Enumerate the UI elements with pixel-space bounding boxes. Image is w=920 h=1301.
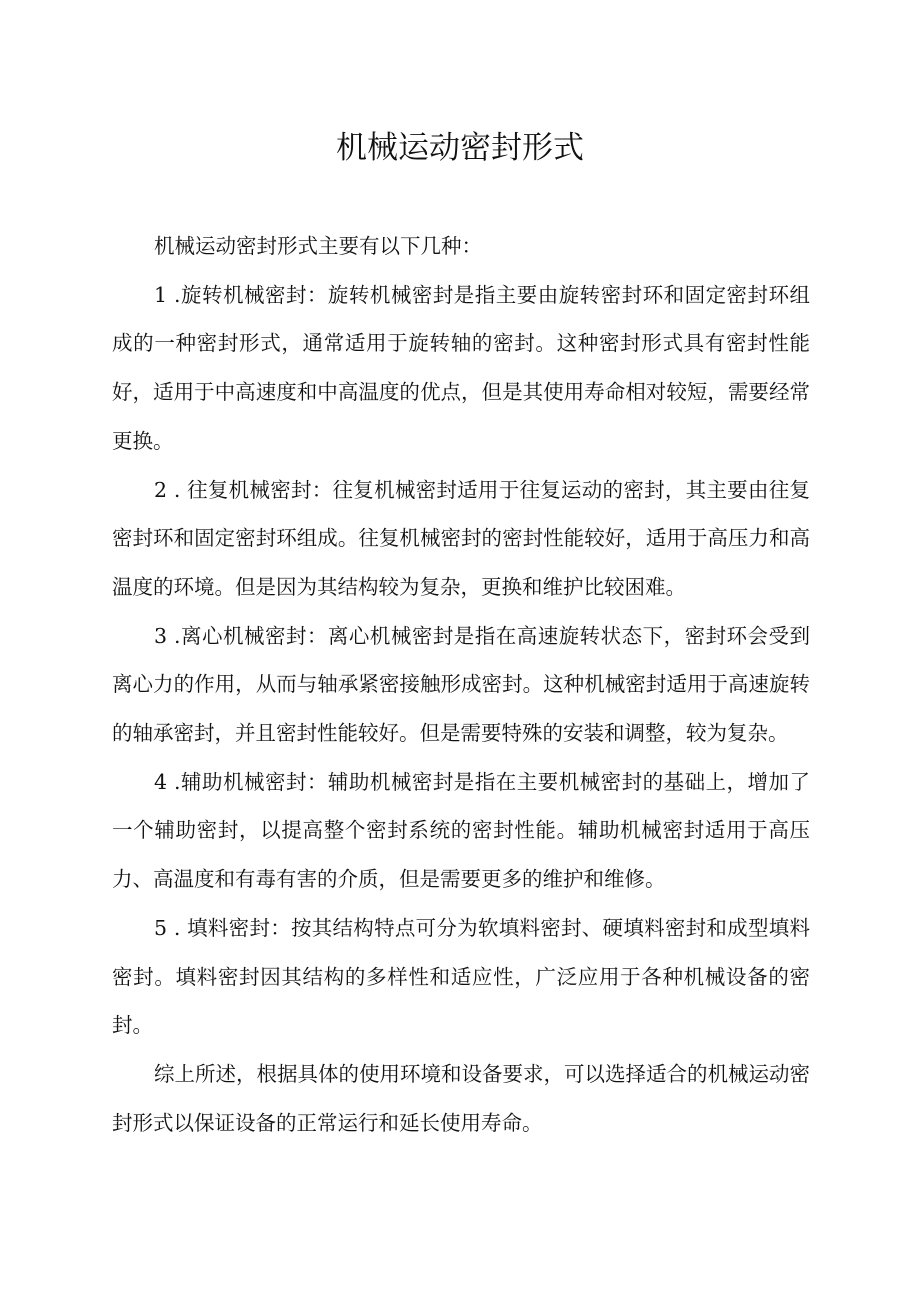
paragraph-rotary-seal: 1 .旋转机械密封：旋转机械密封是指主要由旋转密封环和固定密封环组成的一种密封形式，通常适用于旋转轴的密封。这种密封形式具有密封性能好，适用于中高速度和中高温度的优点，但是其使用寿命相对较短，需要经常更换。	[112, 282, 810, 453]
paragraph-reciprocating-seal: 2 . 往复机械密封：往复机械密封适用于往复运动的密封，其主要由往复密封环和固定密封环组成。往复机械密封的密封性能较好，适用于高压力和高温度的环境。但是因为其结构较为复杂，更换和维护比较困难。	[112, 477, 810, 599]
paragraph-centrifugal-seal: 3 .离心机械密封：离心机械密封是指在高速旋转状态下，密封环会受到离心力的作用，从而与轴承紧密接触形成密封。这种机械密封适用于高速旋转的轴承密封，并且密封性能较好。但是需要特殊的安装和调整，较为复杂。	[112, 623, 810, 746]
document-body	[112, 222, 810, 1147]
document-title: 机械运动密封形式	[336, 130, 584, 166]
paragraph-intro: 机械运动密封形式主要有以下几种：	[154, 234, 482, 258]
paragraph-packing-seal: 5 . 填料密封：按其结构特点可分为软填料密封、硬填料密封和成型填料密封。填料密封因其结构的多样性和适应性，广泛应用于各种机械设备的密封。	[112, 915, 810, 1038]
paragraph-auxiliary-seal: 4 .辅助机械密封：辅助机械密封是指在主要机械密封的基础上，增加了一个辅助密封，以提高整个密封系统的密封性能。辅助机械密封适用于高压力、高温度和有毒有害的介质，但是需要更多的维护和维修。	[112, 769, 810, 892]
paragraph-conclusion: 综上所述，根据具体的使用环境和设备要求，可以选择适合的机械运动密封形式以保证设备的正常运行和延长使用寿命。	[112, 1061, 810, 1135]
